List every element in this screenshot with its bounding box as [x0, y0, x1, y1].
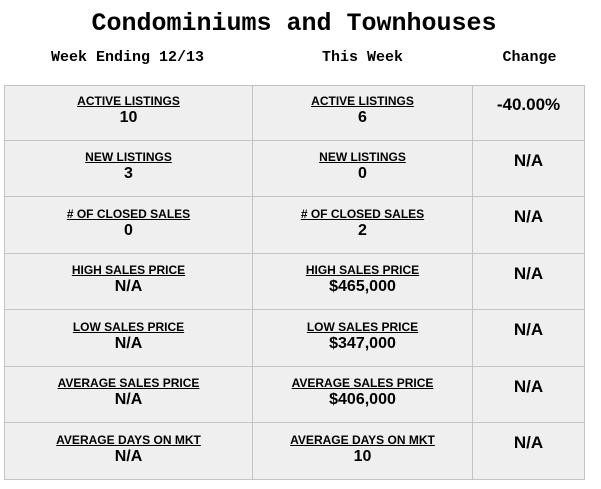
stat-label: # OF CLOSED SALES [66, 206, 191, 221]
change-cell [473, 86, 585, 141]
stat-label: HIGH SALES PRICE [71, 263, 186, 278]
table-row [5, 140, 585, 197]
stat-value: 10 [353, 447, 372, 465]
change-value: N/A [513, 150, 544, 170]
stat-label: HIGH SALES PRICE [305, 263, 420, 278]
stat-value: N/A [114, 334, 143, 352]
stat-value: 6 [358, 109, 367, 127]
previous-week-cell [5, 423, 253, 480]
stat-value: N/A [114, 391, 143, 409]
stat-label: NEW LISTINGS [319, 149, 406, 164]
column-header-previous-week: Week Ending 12/13 [50, 49, 205, 66]
this-week-cell [253, 197, 473, 254]
table-row [5, 86, 585, 141]
change-value: N/A [513, 263, 544, 283]
this-week-cell [253, 140, 473, 197]
change-cell [473, 197, 585, 254]
stat-value: 0 [358, 164, 367, 182]
stat-value: $406,000 [329, 391, 396, 409]
stat-label: NEW LISTINGS [85, 149, 172, 164]
table-row [5, 197, 585, 254]
stat-value: 0 [124, 221, 133, 239]
change-value: N/A [513, 207, 544, 227]
stat-label: AVERAGE DAYS ON MKT [290, 432, 435, 447]
change-value: N/A [513, 320, 544, 340]
stat-label: AVERAGE DAYS ON MKT [56, 432, 201, 447]
this-week-cell [253, 86, 473, 141]
stat-value: 10 [119, 109, 138, 127]
this-week-cell [253, 310, 473, 367]
this-week-cell [253, 366, 473, 423]
table-row [5, 423, 585, 480]
table-row [5, 253, 585, 310]
stat-value: N/A [114, 447, 143, 465]
change-cell [473, 366, 585, 423]
stat-label: ACTIVE LISTINGS [311, 94, 414, 109]
change-cell [473, 140, 585, 197]
stat-value: $465,000 [329, 278, 396, 296]
previous-week-cell [5, 366, 253, 423]
stat-value: 3 [124, 164, 133, 182]
stat-value: $347,000 [329, 334, 396, 352]
change-cell [473, 253, 585, 310]
stat-value: 2 [358, 221, 367, 239]
stat-label: LOW SALES PRICE [306, 319, 419, 334]
change-value: -40.00% [496, 95, 561, 114]
change-value: N/A [513, 433, 544, 453]
change-cell [473, 423, 585, 480]
previous-week-cell [5, 197, 253, 254]
stat-label: ACTIVE LISTINGS [77, 94, 180, 109]
previous-week-cell [5, 310, 253, 367]
page-title: Condominiums and Townhouses [91, 9, 497, 38]
previous-week-cell [5, 253, 253, 310]
change-value: N/A [513, 376, 544, 396]
this-week-cell [253, 423, 473, 480]
stats-table [4, 85, 585, 480]
stat-label: # OF CLOSED SALES [300, 206, 425, 221]
previous-week-cell [5, 140, 253, 197]
change-cell [473, 310, 585, 367]
stat-label: LOW SALES PRICE [72, 319, 185, 334]
this-week-cell [253, 253, 473, 310]
table-row [5, 310, 585, 367]
stat-label: AVERAGE SALES PRICE [57, 376, 200, 391]
stat-label: AVERAGE SALES PRICE [291, 376, 434, 391]
table-row [5, 366, 585, 423]
previous-week-cell [5, 86, 253, 141]
stat-value: N/A [114, 278, 143, 296]
column-header-this-week: This Week [321, 49, 403, 66]
column-header-change: Change [502, 49, 557, 66]
